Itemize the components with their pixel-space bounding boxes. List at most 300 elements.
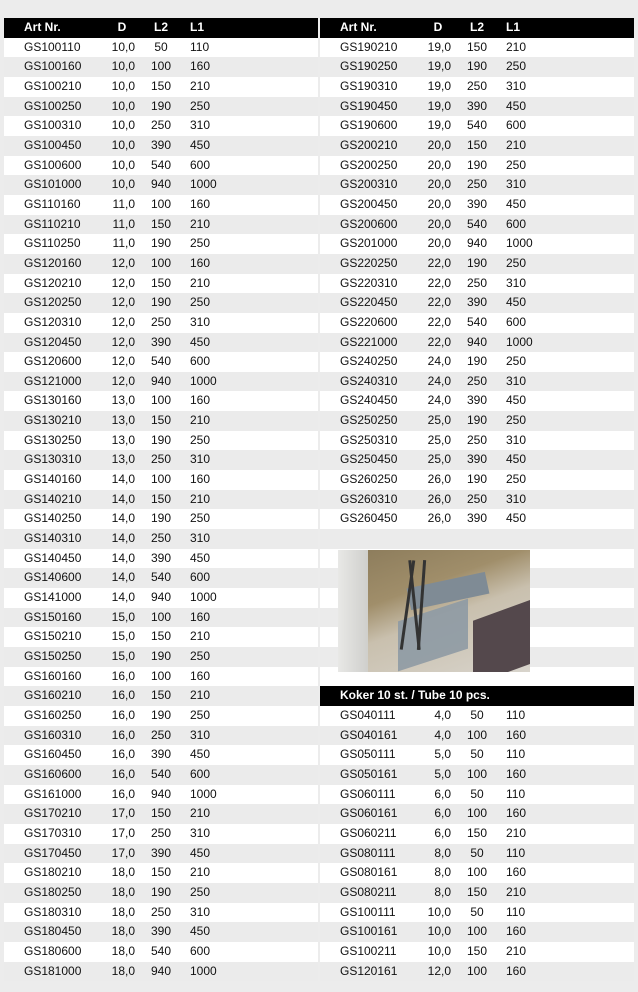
cell-l1: 450 — [506, 196, 527, 211]
cell-l2: 150 — [466, 884, 488, 899]
cell-l2: 540 — [150, 157, 172, 172]
cell-l1: 110 — [506, 707, 526, 722]
table-row — [320, 903, 634, 923]
cell-d: 5,0 — [434, 747, 451, 762]
table-row — [4, 411, 318, 431]
cell-a: GS190450 — [340, 98, 398, 113]
cell-a: GS250450 — [340, 452, 398, 467]
table-row — [4, 844, 318, 864]
cell-d: 5,0 — [434, 766, 451, 781]
cell-a: GS170310 — [24, 825, 82, 840]
cell-a: GS260310 — [340, 491, 398, 506]
cell-l1: 250 — [190, 236, 211, 251]
cell-a: GS240310 — [340, 373, 398, 388]
cell-l1: 160 — [506, 924, 527, 939]
cell-l2: 50 — [470, 904, 484, 919]
cell-a: GS100111 — [340, 904, 396, 919]
table-row — [320, 175, 634, 195]
cell-d: 17,0 — [111, 806, 135, 821]
cell-l2: 250 — [150, 118, 172, 133]
cell-a: GS140450 — [24, 550, 82, 565]
cell-a: GS240450 — [340, 393, 398, 408]
cell-a: GS140160 — [24, 472, 82, 487]
cell-l1: 310 — [506, 491, 527, 506]
table-row — [4, 274, 318, 294]
table-row — [4, 313, 318, 333]
cell-l2: 100 — [150, 668, 172, 683]
cell-a: GS120160 — [24, 255, 82, 270]
cell-a: GS180210 — [24, 865, 82, 880]
cell-a: GS120161 — [340, 963, 398, 978]
cell-l1: 310 — [190, 452, 211, 467]
cell-l1: 210 — [506, 39, 527, 54]
cell-l2: 150 — [150, 413, 172, 428]
cell-a: GS221000 — [340, 334, 398, 349]
cell-l1: 210 — [506, 884, 527, 899]
table-row — [4, 568, 318, 588]
cell-l2: 940 — [466, 236, 488, 251]
cell-d: 8,0 — [434, 845, 451, 860]
cell-d: 22,0 — [427, 255, 451, 270]
cell-d: 26,0 — [427, 491, 451, 506]
cell-l1: 310 — [506, 78, 527, 93]
cell-l2: 100 — [150, 393, 172, 408]
cell-d: 14,0 — [111, 570, 135, 585]
cell-d: 15,0 — [111, 609, 135, 624]
cell-a: GS100310 — [24, 118, 82, 133]
cell-l2: 390 — [150, 334, 172, 349]
cell-d: 10,0 — [111, 157, 135, 172]
table-row — [320, 195, 634, 215]
cell-a: GS100250 — [24, 98, 82, 113]
cell-l2: 190 — [466, 354, 488, 369]
cell-l1: 250 — [506, 413, 527, 428]
cell-a: GS121000 — [24, 373, 82, 388]
cell-d: 12,0 — [111, 275, 135, 290]
cell-l2: 390 — [466, 295, 488, 310]
table-row — [4, 647, 318, 667]
cell-l1: L1 — [506, 20, 521, 34]
cell-d: 18,0 — [111, 963, 135, 978]
cell-a: GS100210 — [24, 78, 82, 93]
cell-a: GS240250 — [340, 354, 398, 369]
table-row — [4, 726, 318, 746]
cell-d: 10,0 — [111, 118, 135, 133]
cell-d: 12,0 — [427, 963, 451, 978]
cell-d: 4,0 — [434, 727, 451, 742]
cell-a: GS150160 — [24, 609, 82, 624]
cell-a: Art Nr. — [340, 20, 377, 34]
cell-l1: 600 — [190, 943, 211, 958]
cell-d: 4,0 — [434, 707, 451, 722]
table-row — [4, 942, 318, 962]
table-row — [4, 903, 318, 923]
cell-a: GS040161 — [340, 727, 398, 742]
cell-l2: 100 — [466, 806, 488, 821]
cell-d: 16,0 — [111, 747, 135, 762]
cell-l2: 940 — [150, 590, 172, 605]
table-row — [4, 509, 318, 529]
cell-l2: 100 — [150, 59, 172, 74]
cell-d: 26,0 — [427, 472, 451, 487]
cell-l2: 390 — [466, 511, 488, 526]
cell-l2: 540 — [150, 766, 172, 781]
cell-l2: 190 — [466, 59, 488, 74]
table-row — [4, 116, 318, 136]
cell-l2: 940 — [150, 786, 172, 801]
cell-d: 14,0 — [111, 472, 135, 487]
table-row — [4, 883, 318, 903]
cell-l1: 450 — [190, 334, 211, 349]
table-row — [4, 175, 318, 195]
table-row — [320, 824, 634, 844]
table-row — [4, 156, 318, 176]
cell-l2: 190 — [150, 511, 172, 526]
cell-d: 16,0 — [111, 766, 135, 781]
cell-a: GS220600 — [340, 314, 398, 329]
cell-d: 19,0 — [427, 39, 451, 54]
cell-a: GS110250 — [24, 236, 81, 251]
cell-l1: 450 — [506, 98, 527, 113]
cell-a: GS080211 — [340, 884, 397, 899]
table-row — [4, 588, 318, 608]
cell-d: 20,0 — [427, 236, 451, 251]
table-row — [320, 38, 634, 58]
cell-l1: 250 — [506, 157, 527, 172]
cell-l1: 160 — [190, 668, 211, 683]
cell-l2: 390 — [466, 98, 488, 113]
cell-d: 24,0 — [427, 393, 451, 408]
table-row — [320, 77, 634, 97]
cell-l2: 100 — [466, 865, 488, 880]
cell-a: GS250250 — [340, 413, 398, 428]
cell-d: 17,0 — [111, 845, 135, 860]
cell-l1: 450 — [190, 747, 211, 762]
table-row — [4, 765, 318, 785]
table-row — [4, 922, 318, 942]
cell-d: 20,0 — [427, 177, 451, 192]
cell-d: 13,0 — [111, 413, 135, 428]
table-row — [320, 156, 634, 176]
cell-d: 12,0 — [111, 373, 135, 388]
cell-a: GS060161 — [340, 806, 398, 821]
table-row — [320, 431, 634, 451]
cell-l1: 210 — [190, 275, 211, 290]
cell-d: 20,0 — [427, 196, 451, 211]
cell-l1: 160 — [190, 196, 211, 211]
cell-l2: 150 — [150, 806, 172, 821]
cell-a: GS080111 — [340, 845, 396, 860]
cell-a: GS220250 — [340, 255, 398, 270]
cell-d: 20,0 — [427, 157, 451, 172]
cell-a: GS170210 — [24, 806, 82, 821]
cell-d: 18,0 — [111, 884, 135, 899]
cell-l2: 940 — [150, 373, 172, 388]
cell-l1: 160 — [506, 806, 527, 821]
table-row — [320, 254, 634, 274]
cell-d: 10,0 — [111, 137, 135, 152]
cell-l1: 250 — [190, 511, 211, 526]
cell-a: GS180450 — [24, 924, 82, 939]
cell-l1: 160 — [506, 766, 527, 781]
cell-l2: 250 — [466, 275, 488, 290]
cell-l2: 100 — [150, 255, 172, 270]
cell-l2: 390 — [150, 550, 172, 565]
cell-l1: 250 — [506, 472, 527, 487]
table-row — [320, 116, 634, 136]
cell-a: GS180310 — [24, 904, 82, 919]
cell-l2: 390 — [150, 747, 172, 762]
table-row — [320, 274, 634, 294]
cell-a: GS161000 — [24, 786, 82, 801]
cell-d: 15,0 — [111, 649, 135, 663]
cell-l2: 100 — [150, 472, 172, 487]
cell-l1: 250 — [190, 884, 211, 899]
cell-l1: 250 — [506, 59, 527, 74]
cell-l2: 150 — [150, 275, 172, 290]
table-row — [4, 863, 318, 883]
cell-l1: 450 — [190, 550, 211, 565]
cell-d: 8,0 — [434, 865, 451, 880]
cell-l1: 110 — [506, 904, 526, 919]
cell-a: GS190600 — [340, 118, 398, 133]
cell-a: GS141000 — [24, 590, 82, 605]
cell-l1: 160 — [190, 393, 211, 408]
cell-a: GS250310 — [340, 432, 398, 447]
cell-l1: 600 — [190, 766, 211, 781]
cell-l1: 450 — [190, 924, 211, 939]
cell-d: 10,0 — [427, 924, 451, 939]
cell-a: GS180250 — [24, 884, 82, 899]
cell-l1: 310 — [190, 727, 211, 742]
cell-a: GS160600 — [24, 766, 82, 781]
cell-l1: 160 — [190, 472, 211, 487]
cell-l1: 210 — [190, 629, 211, 644]
table-row — [4, 804, 318, 824]
table-row — [4, 97, 318, 117]
cell-l1: 450 — [190, 137, 211, 152]
cell-d: 11,0 — [112, 236, 135, 251]
table-header — [320, 18, 634, 38]
cell-d: 12,0 — [111, 255, 135, 270]
cell-l1: 450 — [506, 511, 527, 526]
table-row — [4, 785, 318, 805]
table-row — [4, 627, 318, 647]
cell-a: GS200210 — [340, 137, 398, 152]
cell-d: 16,0 — [111, 786, 135, 801]
cell-l2: 150 — [466, 39, 488, 54]
table-row — [4, 431, 318, 451]
cell-l2: 940 — [466, 334, 488, 349]
cell-a: GS050161 — [340, 766, 398, 781]
cell-l2: 250 — [150, 825, 172, 840]
cell-a: GS260250 — [340, 472, 398, 487]
cell-d: 11,0 — [112, 196, 135, 211]
cell-a: GS100600 — [24, 157, 82, 172]
cell-a: GS160310 — [24, 727, 82, 742]
cell-a: GS220310 — [340, 275, 398, 290]
table-row — [320, 333, 634, 353]
cell-d: 22,0 — [427, 314, 451, 329]
cell-l1: 210 — [190, 413, 211, 428]
table-row — [320, 863, 634, 883]
cell-l2: 150 — [150, 491, 172, 506]
cell-a: Art Nr. — [24, 20, 61, 34]
cell-a: Koker 10 st. / Tube 10 pcs. — [340, 688, 490, 703]
cell-l2: 100 — [466, 963, 488, 978]
cell-d: 22,0 — [427, 295, 451, 310]
table-row — [320, 962, 634, 982]
cell-l2: 50 — [470, 786, 484, 801]
cell-d: 18,0 — [111, 865, 135, 880]
cell-l1: 310 — [506, 373, 527, 388]
table-row — [4, 529, 318, 549]
cell-a: GS120210 — [24, 275, 82, 290]
cell-d: 25,0 — [427, 413, 451, 428]
table-row — [4, 234, 318, 254]
cell-a: GS130310 — [24, 452, 82, 467]
cell-l1: 110 — [506, 845, 526, 860]
cell-l1: 250 — [506, 255, 527, 270]
cell-a: GS130160 — [24, 393, 82, 408]
cell-a: GS181000 — [24, 963, 82, 978]
cell-l1: 110 — [506, 786, 526, 801]
cell-a: GS120250 — [24, 295, 82, 310]
cell-l1: 110 — [506, 747, 526, 762]
cell-a: GS100110 — [24, 39, 81, 54]
cell-a: GS190310 — [340, 78, 398, 93]
cell-l2: 250 — [466, 491, 488, 506]
cell-a: GS200310 — [340, 177, 398, 192]
cell-l1: 1000 — [190, 373, 217, 388]
cell-a: GS120310 — [24, 314, 82, 329]
cell-l2: 190 — [150, 884, 172, 899]
cell-l1: 210 — [190, 806, 211, 821]
cell-d: 19,0 — [427, 59, 451, 74]
table-row — [4, 450, 318, 470]
cell-l1: 210 — [506, 137, 527, 152]
cell-l1: 210 — [506, 825, 527, 840]
cell-a: GS160210 — [24, 688, 82, 703]
table-row — [320, 922, 634, 942]
cell-a: GS190250 — [340, 59, 398, 74]
cell-d: 10,0 — [111, 39, 135, 54]
cell-l1: 600 — [506, 118, 527, 133]
cell-d: 14,0 — [111, 550, 135, 565]
table-row — [320, 372, 634, 392]
cell-a: GS101000 — [24, 177, 82, 192]
cell-l2: 100 — [150, 609, 172, 624]
cell-a: GS160250 — [24, 707, 82, 722]
cell-l1: 250 — [506, 354, 527, 369]
cell-l2: 100 — [466, 924, 488, 939]
cell-a: GS060211 — [340, 825, 397, 840]
table-row — [4, 745, 318, 765]
cell-a: GS100161 — [340, 924, 398, 939]
cell-l2: 150 — [150, 78, 172, 93]
cell-l2: 390 — [466, 452, 488, 467]
cell-l2: 250 — [150, 452, 172, 467]
table-row — [4, 549, 318, 569]
cell-l1: 160 — [506, 963, 527, 978]
cell-d: 19,0 — [427, 78, 451, 93]
cell-l2: 190 — [466, 157, 488, 172]
cell-l1: 160 — [190, 59, 211, 74]
table-row — [4, 490, 318, 510]
cell-a: GS160450 — [24, 747, 82, 762]
table-row — [4, 57, 318, 77]
cell-l2: 190 — [150, 707, 172, 722]
table-row — [320, 490, 634, 510]
cell-a: GS140210 — [24, 491, 82, 506]
cell-l2: 540 — [150, 570, 172, 585]
cell-d: 20,0 — [427, 216, 451, 231]
cell-d: 17,0 — [111, 825, 135, 840]
cell-l2: 190 — [150, 98, 172, 113]
cell-a: GS180600 — [24, 943, 82, 958]
cell-d: 13,0 — [111, 393, 135, 408]
table-row — [320, 470, 634, 490]
cell-d: 12,0 — [111, 334, 135, 349]
cell-l1: 450 — [506, 452, 527, 467]
cell-d: 12,0 — [111, 314, 135, 329]
table-row — [4, 195, 318, 215]
cell-l1: 310 — [190, 118, 211, 133]
cell-d: 16,0 — [111, 668, 135, 683]
cell-a: GS130250 — [24, 432, 82, 447]
table-row — [320, 352, 634, 372]
cell-a: GS060111 — [340, 786, 396, 801]
cell-l1: 450 — [506, 295, 527, 310]
cell-a: GS080161 — [340, 865, 398, 880]
cell-d: 10,0 — [111, 78, 135, 93]
product-table-left — [4, 18, 318, 981]
cell-l2: 250 — [466, 177, 488, 192]
cell-l2: 150 — [150, 688, 172, 703]
cell-l1: L1 — [190, 20, 205, 34]
table-row — [4, 293, 318, 313]
cell-l2: 540 — [150, 354, 172, 369]
cell-a: GS100450 — [24, 137, 82, 152]
cell-a: GS200450 — [340, 196, 398, 211]
cell-a: GS120600 — [24, 354, 82, 369]
table-row — [320, 215, 634, 235]
cell-a: GS150210 — [24, 629, 82, 644]
cell-a: GS170450 — [24, 845, 82, 860]
cell-l1: 600 — [190, 354, 211, 369]
cell-d: 22,0 — [427, 334, 451, 349]
cell-l1: 1000 — [506, 334, 533, 349]
cell-d: 26,0 — [427, 511, 451, 526]
cell-l1: 1000 — [190, 590, 217, 605]
cell-l2: 390 — [150, 924, 172, 939]
cell-a: GS150250 — [24, 649, 82, 663]
cell-l2: 540 — [466, 314, 488, 329]
table-row — [4, 254, 318, 274]
cell-l2: 190 — [466, 413, 488, 428]
table-row — [4, 215, 318, 235]
cell-d: 25,0 — [427, 432, 451, 447]
table-row — [4, 77, 318, 97]
table-row — [320, 450, 634, 470]
cell-l1: 600 — [190, 157, 211, 172]
cell-a: GS200250 — [340, 157, 398, 172]
cell-d: 6,0 — [434, 825, 451, 840]
table-row — [320, 234, 634, 254]
cell-l2: 540 — [150, 943, 172, 958]
cell-l2: 250 — [150, 314, 172, 329]
cell-a: GS050111 — [340, 747, 396, 762]
